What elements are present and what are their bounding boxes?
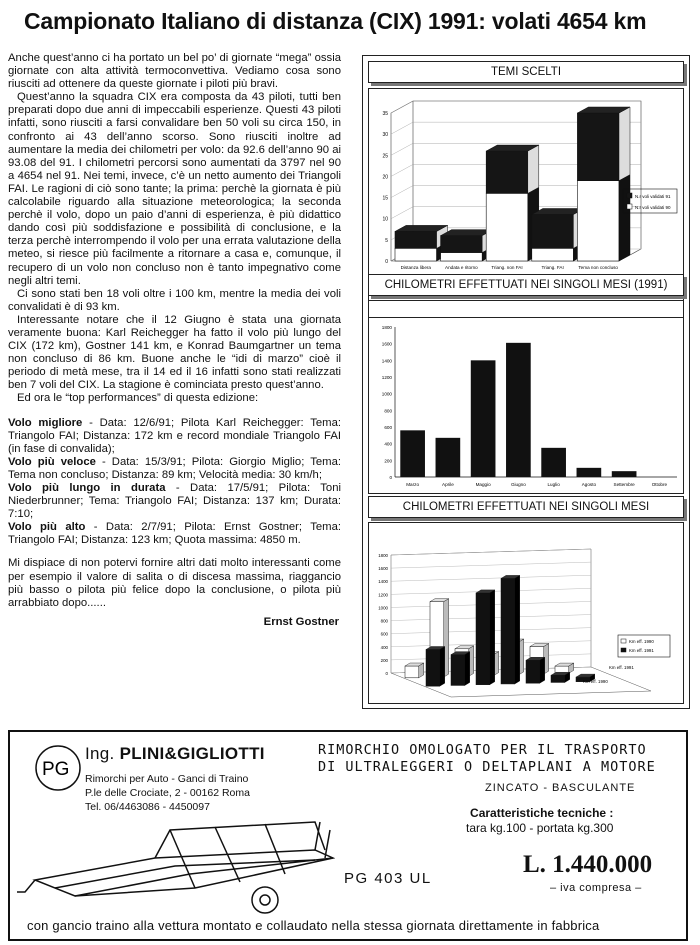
performance-item [8, 456, 341, 482]
performance-label: Volo più lungo in durata [8, 482, 166, 494]
legend-label: Km eff. 1990 [629, 639, 654, 644]
legend-label: Km eff. 1991 [629, 648, 654, 653]
chart-title: CHILOMETRI EFFETTUATI NEI SINGOLI MESI (1991) [368, 274, 684, 296]
gridline [391, 549, 591, 555]
article-paragraph: Ed ora le “top performances” di questa edizione: [17, 392, 259, 405]
company-line: Rimorchi per Auto - Ganci di Traino [85, 773, 249, 785]
performance-label: Volo più veloce [8, 455, 96, 468]
bar [471, 360, 496, 477]
y-tick-label: 1200 [378, 592, 388, 598]
performance-label: Volo migliore [8, 416, 83, 429]
x-tick-label: Andata e ritorno [445, 265, 478, 270]
y-tick-label: 1800 [378, 553, 388, 558]
bar-segment [486, 193, 528, 261]
chart-title: CHILOMETRI EFFETTUATI NEI SINGOLI MESI [368, 496, 684, 518]
price: L. 1.440.000 [523, 851, 653, 878]
x-tick-label: Giugno [510, 482, 526, 487]
bar-side [440, 646, 445, 686]
chart-km-comparison [368, 522, 684, 704]
bar-side [528, 145, 539, 193]
bar [436, 438, 461, 477]
bar-side [619, 175, 630, 261]
svg-text:PG: PG [42, 759, 70, 780]
x-tick-label: Tema non concluso [578, 265, 618, 270]
y-tick-label: 200 [380, 657, 388, 663]
y-tick-label: 1000 [381, 391, 392, 397]
bar-segment [486, 151, 528, 193]
y-tick-label: 600 [380, 631, 388, 637]
y-tick-label: 1400 [378, 579, 388, 585]
bar-segment [395, 248, 437, 261]
bar-side [619, 107, 630, 181]
bar [405, 666, 419, 678]
x-tick-label: Ottobre [651, 482, 668, 487]
legend-swatch [621, 648, 626, 652]
bar-side [515, 575, 520, 684]
performance-text: - Data: 17/5/91; Pilota: Toni Niederbrunner; Tema: Triangolo FAI; Distanza: 137 km; Durata: 7:10; [8, 482, 341, 521]
bar [577, 468, 602, 477]
performance-text: - Data: 2/7/91; Pilota: Ernst Gostner; Tema: Triangolo FAI; Distanza: 123 km; Quota massima: 4850 m. [8, 521, 342, 547]
y-tick-label: 600 [384, 425, 392, 430]
y-tick-label: 1200 [381, 375, 392, 380]
bar-segment [441, 253, 483, 261]
y-tick-label: 35 [382, 111, 388, 117]
x-tick-label: Marzo [406, 482, 420, 487]
bar [501, 578, 515, 684]
y-tick-label: 400 [384, 441, 392, 447]
performance-item [8, 417, 341, 456]
y-tick-label: 1800 [381, 325, 392, 330]
y-tick-label: 20 [382, 174, 388, 181]
bar-side [465, 652, 470, 686]
trailer-icon [15, 800, 335, 918]
y-tick-label: 400 [380, 644, 388, 650]
article-paragraph: Ci sono stati ben 18 voli oltre i 100 km, mentre la media dei voli convalidati è di 93 km. [8, 287, 341, 313]
y-tick-label: 0 [385, 259, 388, 265]
bar [541, 448, 566, 477]
gridline [391, 562, 591, 568]
charts-panel [362, 55, 690, 709]
bar-side [490, 590, 495, 685]
y-tick-label: 800 [384, 408, 392, 414]
legend-label: N.r voli validati 90 [635, 205, 671, 210]
x-tick-label: Distanza libera [400, 265, 431, 270]
bar [451, 655, 465, 686]
y-tick-label: 800 [380, 618, 388, 624]
author-signature: Ernst Gostner [263, 615, 339, 628]
price-note: – iva compresa – [550, 882, 642, 894]
bar [476, 593, 490, 685]
y-tick-label: 15 [382, 195, 388, 202]
bar [506, 343, 531, 477]
bar-segment [532, 214, 574, 248]
article-paragraph: Anche quest’anno ci ha portato un bel po’ di giornate “mega” ossia giornate con alta attività termoconvettiva. Vediamo cosa sono riusciti ad ottenere da queste giornate i piloti più bravi. [8, 52, 341, 91]
bar [551, 675, 565, 682]
bar [400, 430, 425, 477]
bar [526, 660, 540, 683]
tech-specs: Caratteristiche tecniche : tara kg.100 - portata kg.300 [466, 806, 614, 835]
performance-text: - Data: 15/3/91; Pilota: Giorgio Miglio; Tema: Tema non concluso; Distanza: 89 km; Velocità media: 30 km/h; [8, 455, 341, 481]
bar-side [540, 657, 545, 683]
y-tick-label: 1600 [381, 341, 392, 347]
top-performances [8, 417, 341, 548]
model-name: PG 403 UL [344, 870, 432, 887]
performance-item [8, 521, 341, 547]
company-line: Tel. 06/4463086 - 4450097 [85, 801, 210, 813]
bar-segment [395, 231, 437, 248]
performance-item [8, 482, 341, 521]
y-tick-label: 1400 [381, 358, 392, 364]
article-paragraph: Quest’anno la squadra CIX era composta da 43 piloti, tutti ben preparati dopo due anni di impeccabili esperienze. Questi 43 piloti infatti, sono riusciti a farsi convalidare ben 50 voli su circa 150, in confronto ai 43 dell’anno scorso. Sono riusciti inoltre ad aumentare la media dei chilometri per volo: da 92.6 dell’anno 90 ai 93.08 del 91. I chilometri percorsi sono aumentati da 3797 nel 90 a 4654 nel 91. Nei temi, invece, c’è un netto aumento dei Triangoli FAI. Le ragioni di ciò sono tante; la prima: perchè la giornata è più calcolabile riguardo alla situazione meteorologica; la seconda perchè il volo, dopo un paio d’anni di esperienza, è più didattico dando così più soddisfazione e possibilità di conclusione, e la terza perchè interrompendo il volo per una errata valutazione della meteo, si riesce più facilmente a ritornare a casa e, comunque, il recupero di un volo non concluso non è tanto impegnativo come negli altri temi. [8, 91, 341, 287]
y-tick-label: 10 [382, 216, 388, 223]
bar-segment [532, 248, 574, 261]
bar [426, 649, 440, 686]
depth-label: Km eff. 1991 [609, 665, 634, 670]
depth-label: Km eff. 1990 [583, 679, 608, 684]
bar [612, 471, 637, 477]
bar-segment [577, 113, 619, 181]
x-tick-label: Settembre [613, 482, 635, 487]
legend-swatch [627, 193, 632, 198]
bar-segment [441, 236, 483, 253]
x-tick-label: Triang. FAI [541, 265, 564, 270]
ad-feature: ZINCATO - BASCULANTE [485, 782, 636, 794]
pg-logo-icon [32, 742, 84, 794]
y-tick-label: 5 [385, 237, 388, 244]
x-tick-label: Luglio [547, 482, 560, 487]
ad-footer: con gancio traino alla vettura montato e collaudato nella stessa giornata direttamente in fabbrica [27, 918, 600, 933]
performance-text: - Data: 12/6/91; Pilota Karl Reichegger: Tema: Triangolo FAI; Distanza: 172 km e record mondiale Triangolo FAI (in fase di convalida); [8, 416, 341, 455]
x-tick-label: Agosto [581, 482, 597, 487]
gridline [391, 575, 591, 581]
page-title: Campionato Italiano di distanza (CIX) 1991: volati 4654 km [24, 8, 647, 34]
y-tick-label: 30 [382, 132, 388, 139]
y-tick-label: 0 [385, 671, 388, 676]
closing-paragraph: Mi dispiace di non potervi fornire altri dati molto interessanti come per esempio il valore di salita o di discesa massima, riaggancio più basso o pilota più felice dopo la conclusione, o pilota più arrabbiato dopo...... [8, 557, 341, 609]
ad-headline: RIMORCHIO OMOLOGATO PER IL TRASPORTO DI ULTRALEGGERI O DELTAPLANI A MOTORE [318, 742, 656, 775]
company-name: Ing. PLINI&GIGLIOTTI [85, 744, 265, 763]
chart-km-1991 [368, 300, 684, 494]
x-tick-label: Aprile [442, 482, 454, 487]
x-tick-label: Triang. non FAI [491, 265, 523, 270]
legend-swatch [621, 639, 626, 643]
y-tick-label: 1600 [378, 566, 388, 572]
article-body [8, 52, 341, 629]
bar-segment [577, 181, 619, 261]
chart-title: TEMI SCELTI [368, 61, 684, 83]
performance-label: Volo più alto [8, 521, 86, 534]
company-line: P.le delle Crociate, 2 - 00162 Roma [85, 787, 250, 799]
advertisement [8, 730, 688, 941]
y-tick-label: 200 [384, 458, 392, 464]
y-tick-label: 0 [389, 475, 392, 480]
legend-swatch [627, 204, 632, 209]
legend-label: N.r voli validati 91 [635, 194, 671, 199]
y-tick-label: 1000 [378, 605, 388, 611]
x-tick-label: Maggio [475, 482, 491, 487]
y-tick-label: 25 [382, 153, 388, 160]
article-paragraph: Interessante notare che il 12 Giugno è stata una giornata veramente buona: Karl Reichegger ha fatto il volo più lungo del CIX (172 km), Gostner 141 km, e Konrad Baumgartner un tema non concluso di 86 km. Buone anche le “idi di marzo” cioè il periodo di metà mese, tra il 14 ed il 16 infatti sono stati realizzati ben 7 voli del CIX. La stagione è cominciata presto quest’anno. [8, 313, 341, 392]
